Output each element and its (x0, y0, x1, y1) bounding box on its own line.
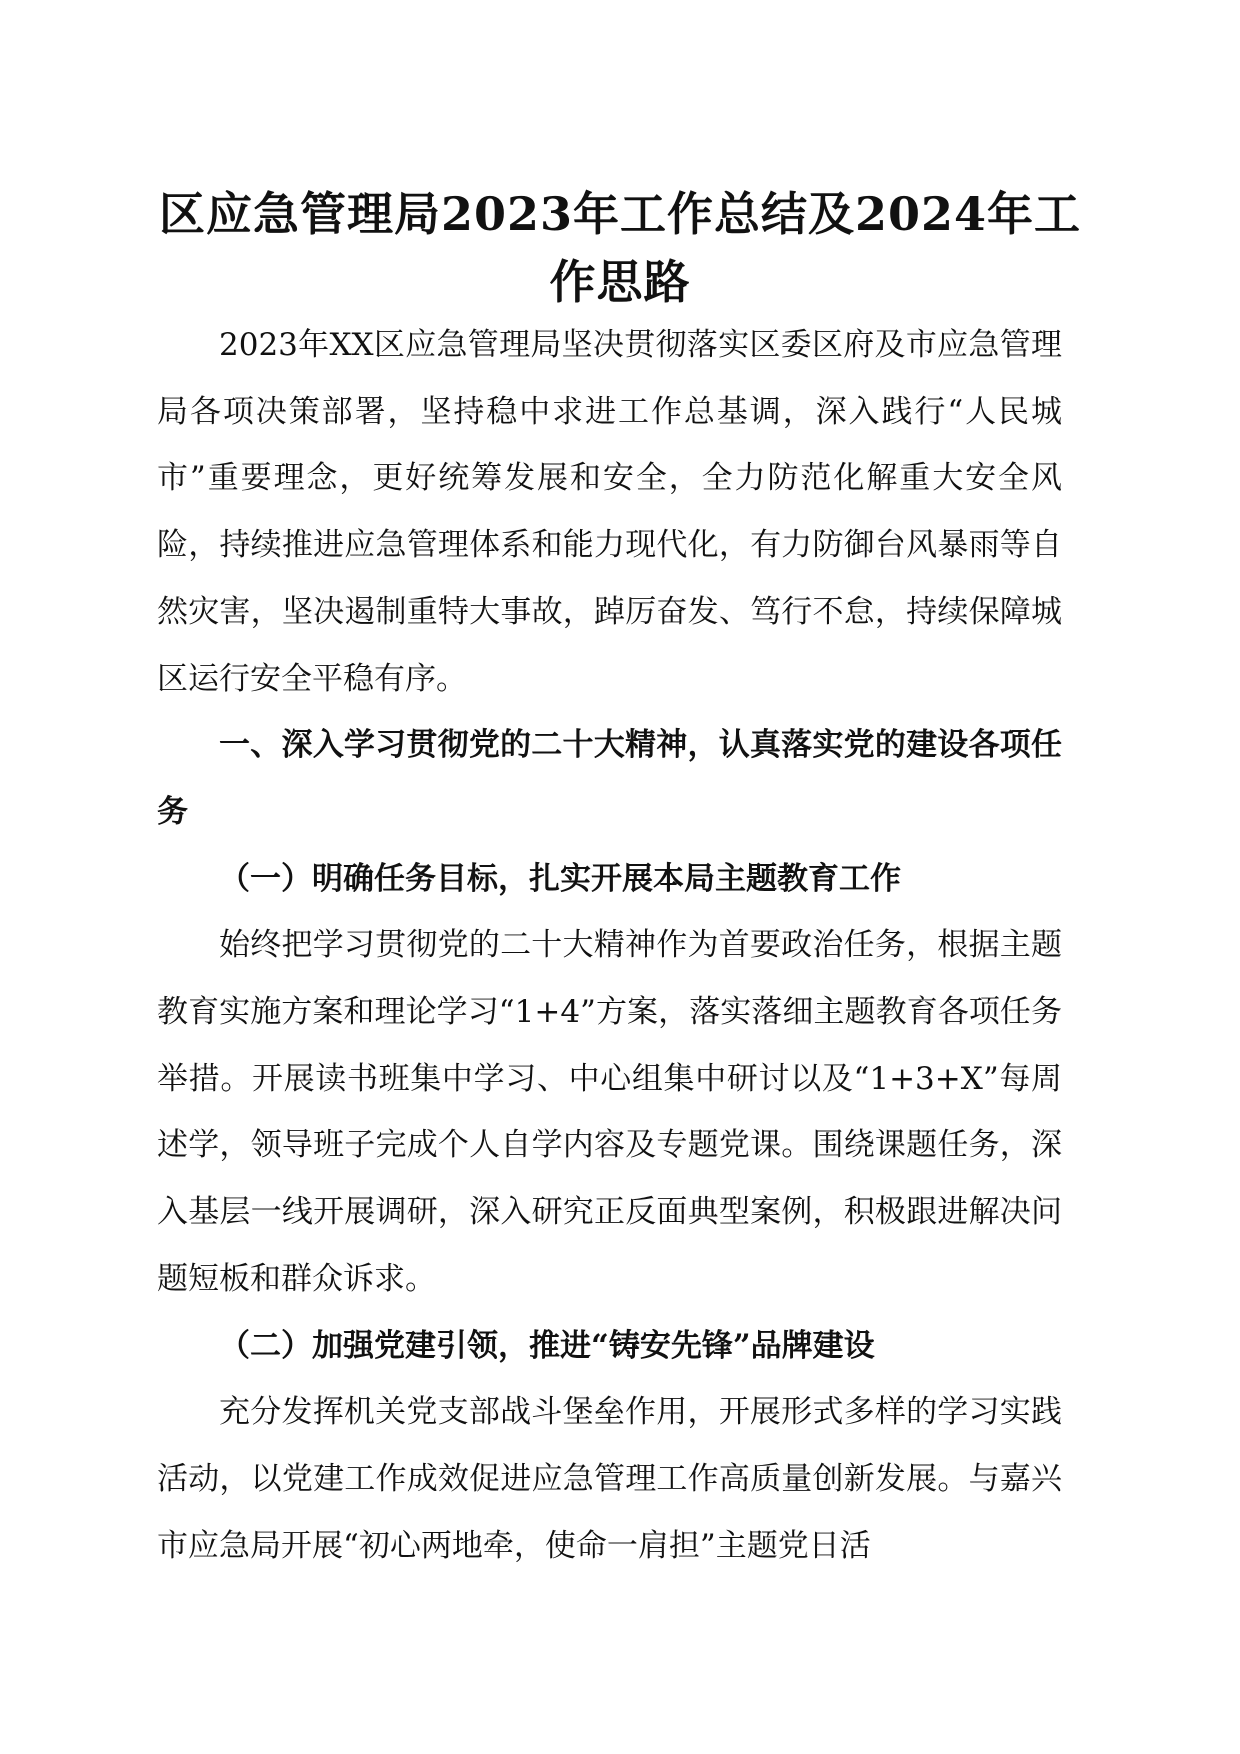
subsection-paragraph-1: 始终把学习贯彻党的二十大精神作为首要政治任务，根据主题教育实施方案和理论学习“1+4”方案，落实落细主题教育各项任务举措。开展读书班集中学习、中心组集中研讨以及“1+3+X”每周述学，领导班子完成个人自学内容及专题党课。围绕课题任务，深入基层一线开展调研，深入研究正反面典型案例，积极跟进解决问题短板和群众诉求。 (157, 927, 1062, 1297)
subsection-paragraph-2: 充分发挥机关党支部战斗堡垒作用，开展形式多样的学习实践活动，以党建工作成效促进应急管理工作高质量创新发展。与嘉兴市应急局开展“初心两地牵，使命一肩担”主题党日活 (157, 1394, 1062, 1564)
document-body (157, 312, 1062, 1579)
document-title: 区应急管理局2023年工作总结及2024年工作思路 (158, 187, 1082, 309)
subsection-heading-1: （一）明确任务目标，扎实开展本局主题教育工作 (219, 860, 901, 897)
subsection-heading-2: （二）加强党建引领，推进“铸安先锋”品牌建设 (219, 1327, 875, 1364)
intro-paragraph: 2023年XX区应急管理局坚决贯彻落实区委区府及市应急管理局各项决策部署，坚持稳中求进工作总基调，深入践行“人民城市”重要理念，更好统筹发展和安全，全力防范化解重大安全风险，持续推进应急管理体系和能力现代化，有力防御台风暴雨等自然灾害，坚决遏制重特大事故，踔厉奋发、笃行不怠，持续保障城区运行安全平稳有序。 (157, 327, 1062, 697)
section-heading-1: 一、深入学习贯彻党的二十大精神，认真落实党的建设各项任务 (157, 727, 1062, 830)
